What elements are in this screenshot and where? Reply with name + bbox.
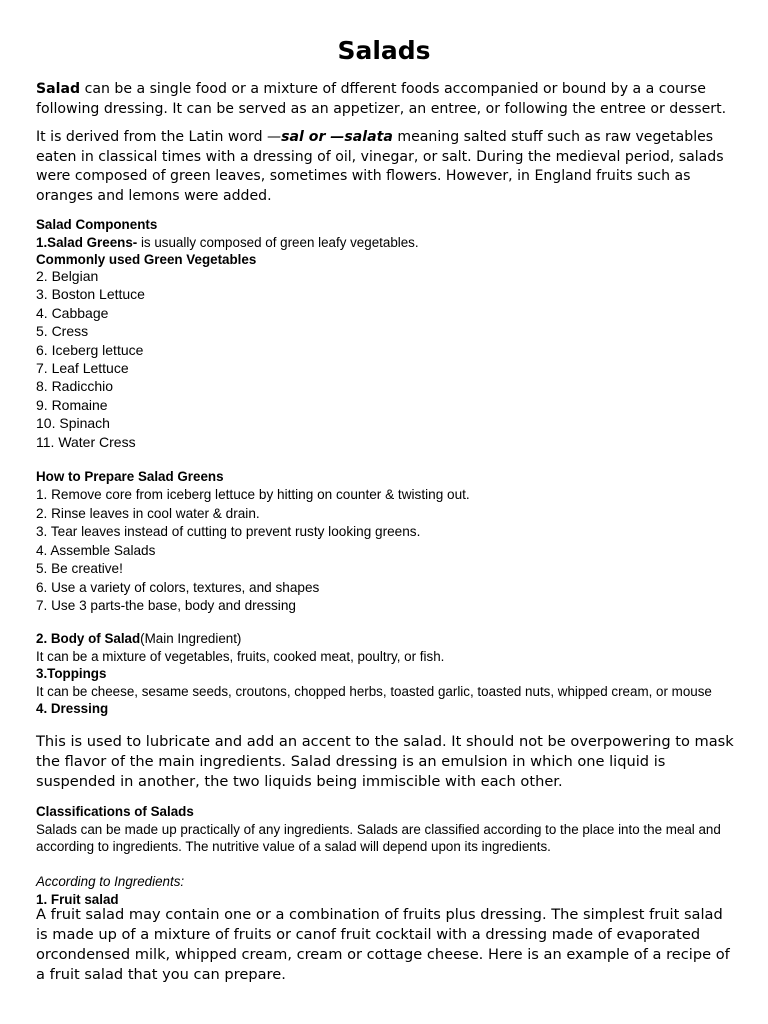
classifications-heading: Classifications of Salads [36, 804, 194, 819]
list-item: 11. Water Cress [36, 433, 136, 450]
common-greens-heading: Commonly used Green Vegetables [36, 252, 257, 267]
list-item: 2. Belgian [36, 268, 99, 284]
salad-greens-line: 1.Salad Greens- is usually composed of green leafy vegetables. [36, 234, 419, 250]
list-item: 8. Radicchio [36, 378, 114, 395]
dressing-text: This is used to lubricate and add an accent to the salad. It should not be overpowering to mask the flavor of the main ingredients. Salad dressing is an emulsion in which one liquid is suspended in another, the two liquids being immiscible with each other. [36, 733, 734, 790]
vegetable-list [36, 267, 736, 451]
list-item: 4. Cabbage [36, 304, 109, 321]
list-item: 6. Use a variety of colors, textures, and shapes [36, 579, 320, 595]
ingredients-section [36, 873, 736, 908]
body-toppings-section [36, 630, 736, 718]
list-item: 10. Spinach [36, 415, 110, 432]
list-item: 2. Rinse leaves in cool water & drain. [36, 505, 260, 521]
fruit-salad-heading: 1. Fruit salad [36, 891, 119, 907]
list-item: 1. Remove core from iceberg lettuce by hitting on counter & twisting out. [36, 487, 470, 502]
list-item: 6. Iceberg lettuce [36, 341, 144, 358]
prepare-heading: How to Prepare Salad Greens [36, 469, 224, 484]
list-item: 4. Assemble Salads [36, 542, 156, 558]
list-item: 9. Romaine [36, 396, 108, 413]
components-section [36, 216, 736, 269]
toppings-text: It can be cheese, sesame seeds, croutons, chopped herbs, toasted garlic, toasted nuts, whipped cream, or mouse [36, 683, 712, 699]
components-heading: Salad Components [36, 217, 158, 232]
body-text: It can be a mixture of vegetables, fruits, cooked meat, poultry, or fish. [36, 648, 445, 664]
list-item: 3. Tear leaves instead of cutting to prevent rusty looking greens. [36, 524, 421, 539]
list-item: 7. Leaf Lettuce [36, 360, 129, 377]
list-item: 5. Cress [36, 323, 89, 340]
classifications-text: Salads can be made up practically of any ingredients. Salads are classified according to the place into the meal and according to ingredients. The nutritive value of a salad will depend upon its ingredients. [36, 821, 721, 854]
classifications-section [36, 803, 736, 856]
intro-paragraph-1: Salad can be a single food or a mixture of dfferent foods accompanied or bound by a a course following dressing. It can be served as an appetizer, an entree, or following the entree or dessert. [36, 81, 727, 117]
list-item: 3. Boston Lettuce [36, 286, 145, 303]
prepare-steps-list [36, 486, 736, 616]
toppings-heading: 3.Toppings [36, 666, 107, 681]
latin-term: sal or —salata [281, 129, 393, 145]
intro-paragraph-2: It is derived from the Latin word —sal or —salata meaning salted stuff such as raw vegetables eaten in classical times with a dressing of oil, vinegar, or salt. During the medieval period, salads were composed of green leaves, sometimes with flowers. However, in England fruits such as oranges and lemons were added. [36, 129, 724, 204]
dressing-heading: 4. Dressing [36, 701, 109, 716]
fruit-salad-text: A fruit salad may contain one or a combination of fruits plus dressing. The simplest fruit salad is made up of a mixture of fruits or canof fruit cocktail with a dressing made of evaporated orcondensed milk, whipped cream, cream or cottage cheese. Here is an example of a recipe of a fruit salad that you can prepare. [36, 906, 730, 983]
page-title: Salads [337, 36, 431, 65]
body-heading: 2. Body of Salad(Main Ingredient) [36, 631, 242, 646]
list-item: 5. Be creative! [36, 561, 123, 576]
salad-term: Salad [36, 81, 81, 97]
list-item: 7. Use 3 parts-the base, body and dressing [36, 598, 296, 613]
ingredients-heading: According to Ingredients: [36, 874, 185, 889]
